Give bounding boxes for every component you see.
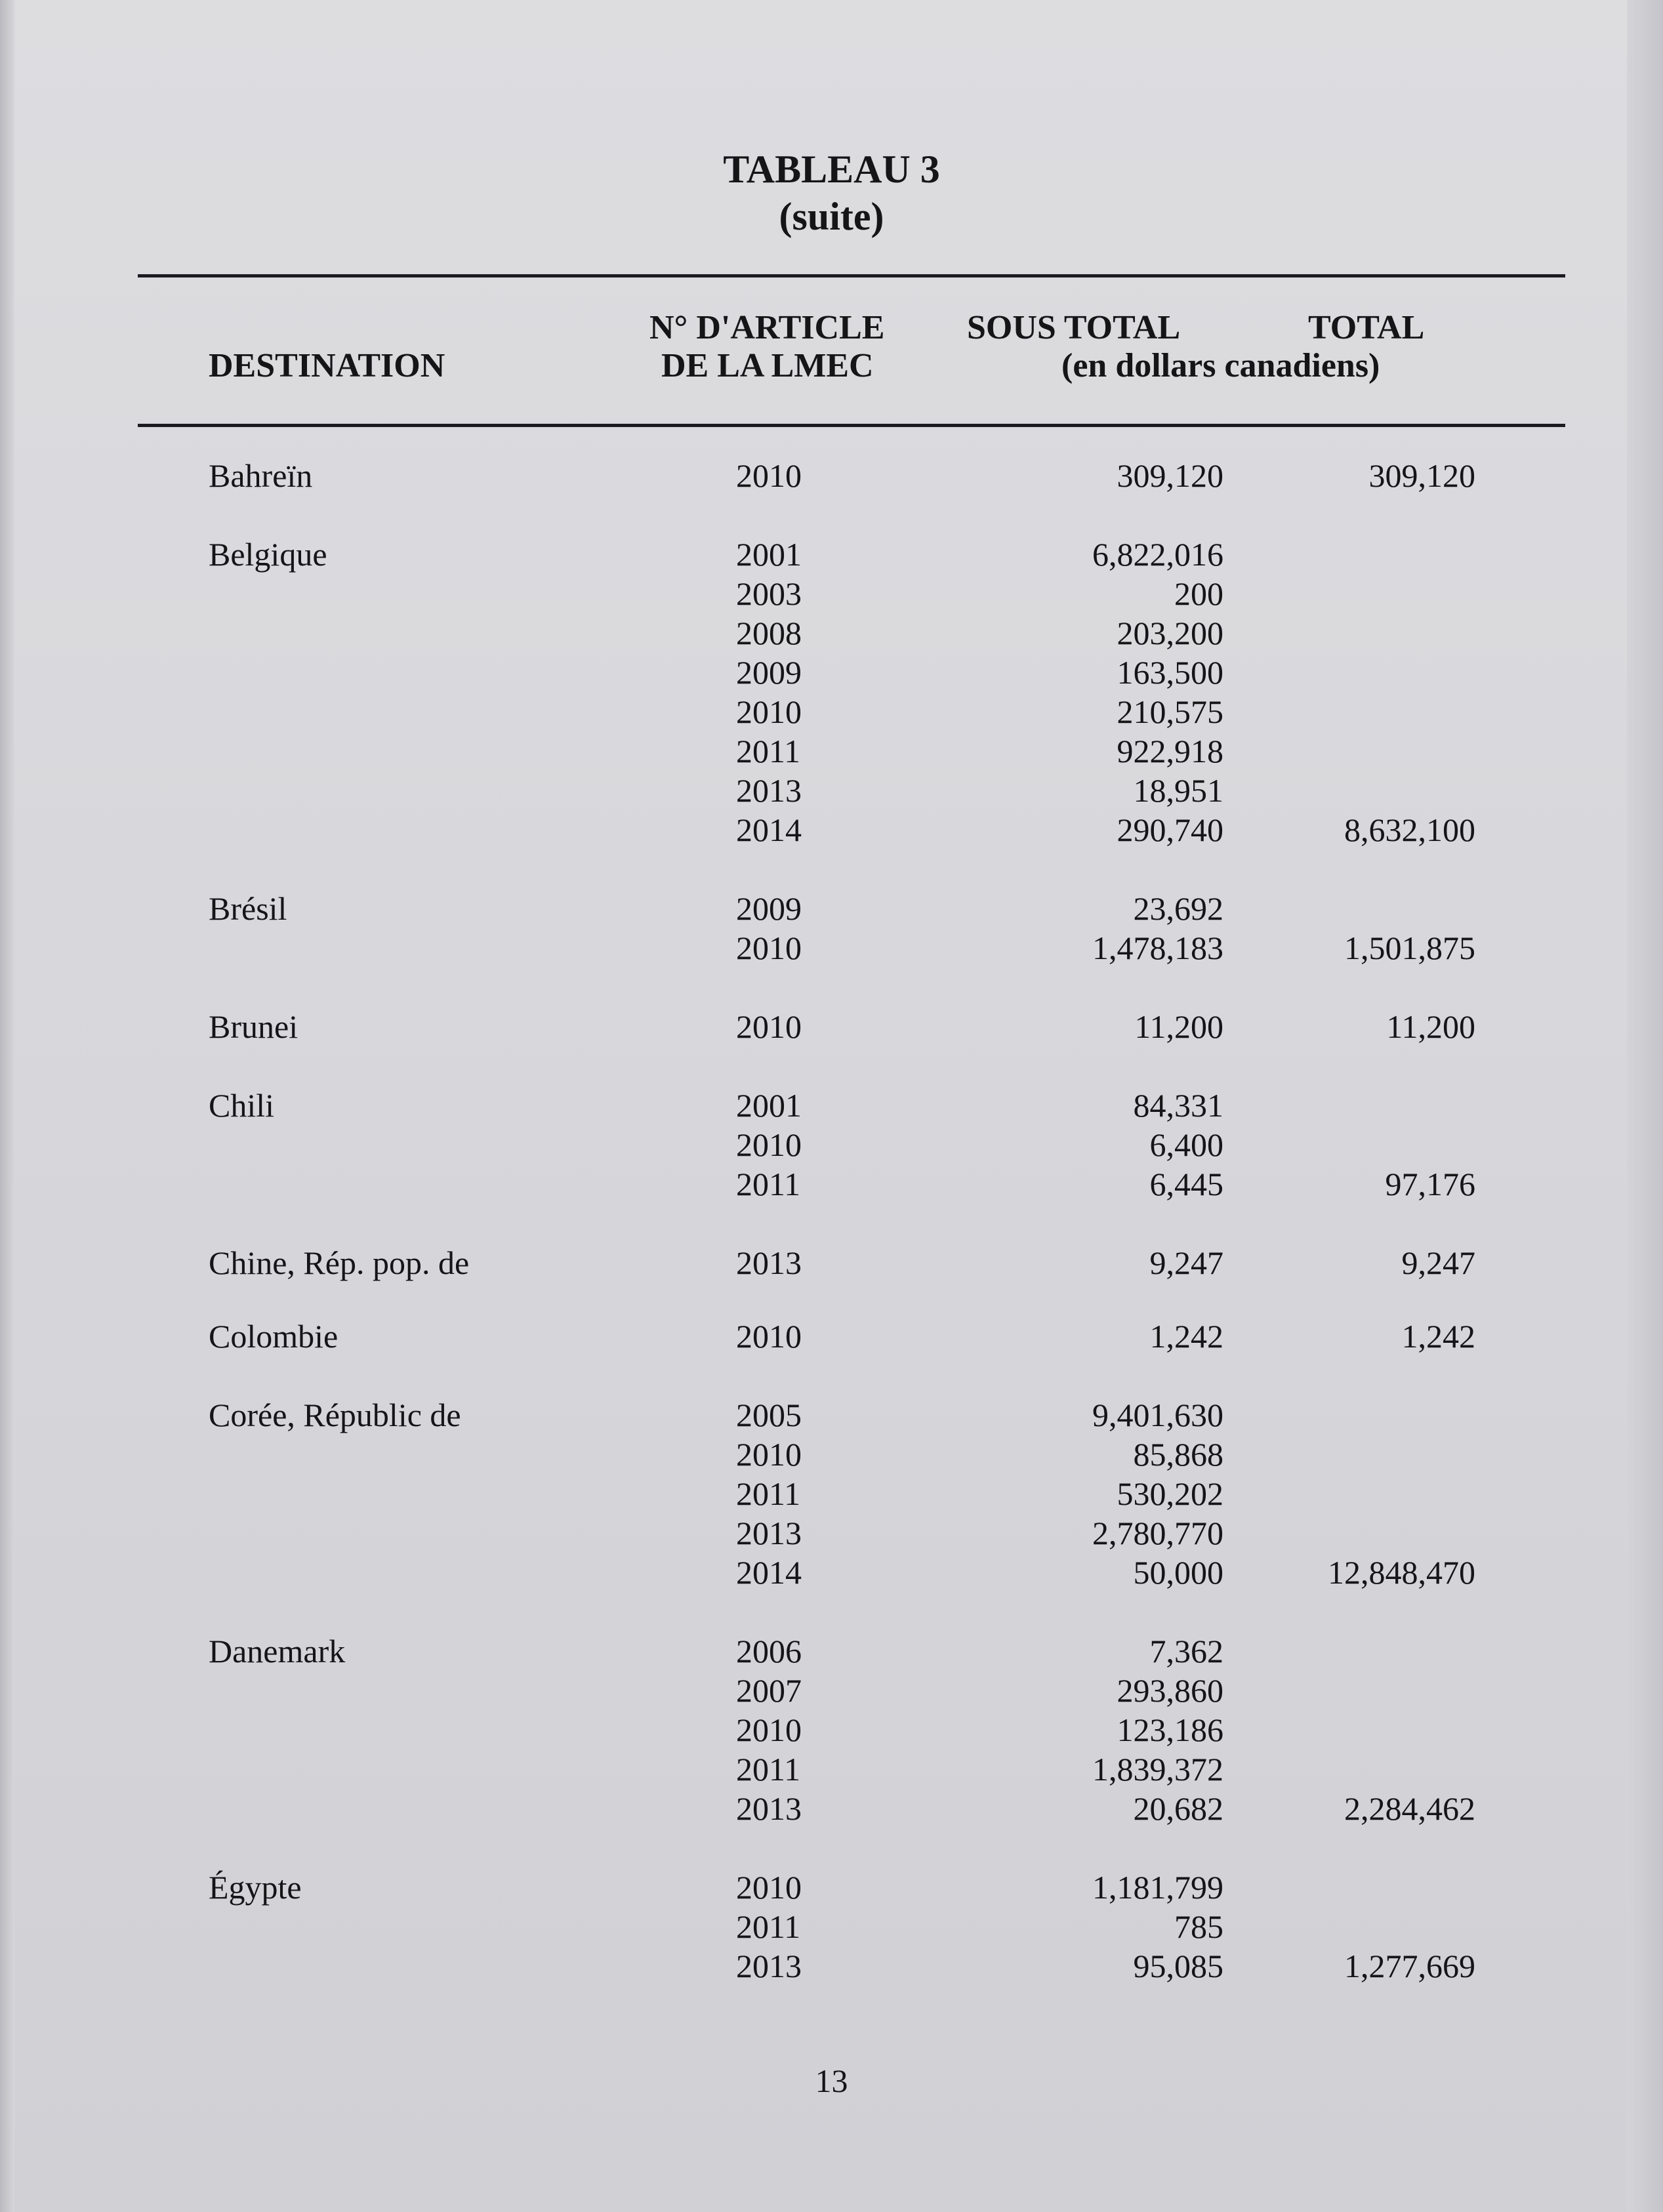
destination-cell: Brunei bbox=[209, 1008, 298, 1045]
article-number-cell: 2013 bbox=[736, 772, 802, 809]
subtotal-cell: 210,575 bbox=[1117, 693, 1223, 730]
destination-cell: Danemark bbox=[209, 1633, 346, 1669]
subtotal-cell: 922,918 bbox=[1117, 733, 1223, 769]
subtotal-cell: 20,682 bbox=[1133, 1790, 1223, 1827]
subtotal-cell: 6,822,016 bbox=[1092, 536, 1223, 573]
subtotal-cell: 293,860 bbox=[1117, 1672, 1223, 1709]
article-number-cell: 2013 bbox=[736, 1948, 802, 1984]
subtotal-cell: 309,120 bbox=[1117, 457, 1223, 494]
destination-cell: Bahreïn bbox=[209, 457, 313, 494]
article-number-cell: 2010 bbox=[736, 1126, 802, 1163]
total-cell: 8,632,100 bbox=[1344, 811, 1475, 848]
header-subtotal: SOUS TOTAL bbox=[967, 309, 1181, 346]
total-cell: 1,277,669 bbox=[1344, 1948, 1475, 1984]
article-number-cell: 2011 bbox=[736, 1751, 801, 1788]
subtotal-cell: 50,000 bbox=[1133, 1554, 1223, 1591]
total-cell: 1,242 bbox=[1401, 1318, 1475, 1355]
article-number-cell: 2003 bbox=[736, 575, 802, 612]
article-number-cell: 2008 bbox=[736, 615, 802, 651]
subtotal-cell: 163,500 bbox=[1117, 654, 1223, 691]
subtotal-cell: 530,202 bbox=[1117, 1475, 1223, 1512]
total-cell: 2,284,462 bbox=[1344, 1790, 1475, 1827]
subtotal-cell: 1,478,183 bbox=[1092, 930, 1223, 966]
total-cell: 11,200 bbox=[1386, 1008, 1475, 1045]
destination-cell: Brésil bbox=[209, 890, 287, 927]
subtotal-cell: 18,951 bbox=[1133, 772, 1223, 809]
total-cell: 9,247 bbox=[1401, 1244, 1475, 1281]
page-edge-shadow bbox=[0, 0, 14, 2212]
article-number-cell: 2010 bbox=[736, 1711, 802, 1748]
article-number-cell: 2011 bbox=[736, 1166, 801, 1202]
article-number-cell: 2013 bbox=[736, 1515, 802, 1551]
article-number-cell: 2010 bbox=[736, 457, 802, 494]
article-number-cell: 2009 bbox=[736, 890, 802, 927]
page-number: 13 bbox=[815, 2062, 848, 2099]
subtotal-cell: 6,400 bbox=[1149, 1126, 1223, 1163]
subtotal-cell: 203,200 bbox=[1117, 615, 1223, 651]
subtotal-cell: 9,247 bbox=[1149, 1244, 1223, 1281]
article-number-cell: 2007 bbox=[736, 1672, 802, 1709]
header-article-line1: N° D'ARTICLE bbox=[649, 309, 885, 346]
article-number-cell: 2010 bbox=[736, 1318, 802, 1355]
total-cell: 1,501,875 bbox=[1344, 930, 1475, 966]
article-number-cell: 2013 bbox=[736, 1244, 802, 1281]
article-number-cell: 2011 bbox=[736, 1908, 801, 1945]
article-number-cell: 2010 bbox=[736, 693, 802, 730]
destination-cell: Égypte bbox=[209, 1869, 302, 1906]
article-number-cell: 2011 bbox=[736, 733, 801, 769]
destination-cell: Belgique bbox=[209, 536, 327, 573]
subtotal-cell: 95,085 bbox=[1133, 1948, 1223, 1984]
subtotal-cell: 123,186 bbox=[1117, 1711, 1223, 1748]
header-total: TOTAL bbox=[1308, 309, 1425, 346]
destination-cell: Colombie bbox=[209, 1318, 339, 1355]
header-article-line2: DE LA LMEC bbox=[661, 347, 874, 384]
article-number-cell: 2013 bbox=[736, 1790, 802, 1827]
destination-cell: Chili bbox=[209, 1087, 275, 1124]
header-top-rule bbox=[138, 274, 1565, 277]
page-edge-margin bbox=[1627, 0, 1663, 2212]
destination-cell: Corée, Républic de bbox=[209, 1397, 461, 1433]
subtotal-cell: 1,181,799 bbox=[1092, 1869, 1223, 1906]
subtotal-cell: 1,242 bbox=[1149, 1318, 1223, 1355]
article-number-cell: 2010 bbox=[736, 1869, 802, 1906]
subtotal-cell: 1,839,372 bbox=[1092, 1751, 1223, 1788]
subtotal-cell: 9,401,630 bbox=[1092, 1397, 1223, 1433]
subtotal-cell: 11,200 bbox=[1134, 1008, 1223, 1045]
header-destination: DESTINATION bbox=[209, 347, 445, 384]
article-number-cell: 2010 bbox=[736, 930, 802, 966]
subtotal-cell: 85,868 bbox=[1133, 1436, 1223, 1473]
header-units: (en dollars canadiens) bbox=[1061, 347, 1380, 384]
article-number-cell: 2009 bbox=[736, 654, 802, 691]
article-number-cell: 2001 bbox=[736, 1087, 802, 1124]
article-number-cell: 2010 bbox=[736, 1436, 802, 1473]
article-number-cell: 2014 bbox=[736, 1554, 802, 1591]
table-title: TABLEAU 3 bbox=[723, 148, 940, 191]
article-number-cell: 2011 bbox=[736, 1475, 801, 1512]
table-subtitle: (suite) bbox=[779, 195, 884, 238]
article-number-cell: 2010 bbox=[736, 1008, 802, 1045]
header-bottom-rule bbox=[138, 424, 1565, 427]
subtotal-cell: 785 bbox=[1174, 1908, 1223, 1945]
subtotal-cell: 84,331 bbox=[1133, 1087, 1223, 1124]
destination-cell: Chine, Rép. pop. de bbox=[209, 1244, 470, 1281]
subtotal-cell: 6,445 bbox=[1149, 1166, 1223, 1202]
total-cell: 12,848,470 bbox=[1328, 1554, 1475, 1591]
article-number-cell: 2006 bbox=[736, 1633, 802, 1669]
article-number-cell: 2001 bbox=[736, 536, 802, 573]
article-number-cell: 2005 bbox=[736, 1397, 802, 1433]
subtotal-cell: 2,780,770 bbox=[1092, 1515, 1223, 1551]
subtotal-cell: 290,740 bbox=[1117, 811, 1223, 848]
total-cell: 309,120 bbox=[1368, 457, 1475, 494]
subtotal-cell: 200 bbox=[1174, 575, 1223, 612]
total-cell: 97,176 bbox=[1385, 1166, 1475, 1202]
article-number-cell: 2014 bbox=[736, 811, 802, 848]
subtotal-cell: 7,362 bbox=[1149, 1633, 1223, 1669]
subtotal-cell: 23,692 bbox=[1133, 890, 1223, 927]
